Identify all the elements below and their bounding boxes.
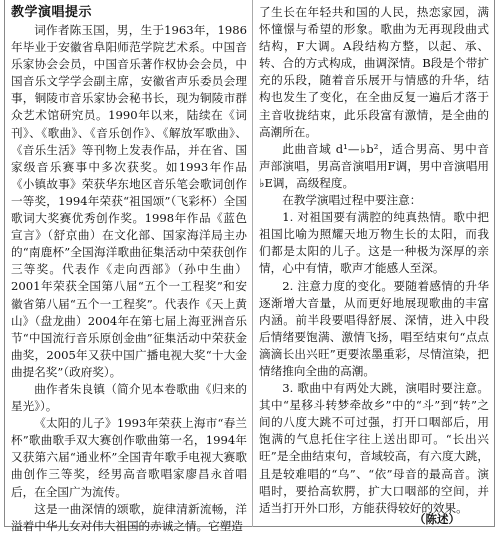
right-column [259, 4, 489, 517]
teaching-notes-intro: 在教学演唱过程中要注意： [282, 193, 422, 208]
lyricist-bio-paragraph: 词作者陈玉国，男，生于1963年，1986年毕业于安徽省阜阳师范学院艺术系。中国音乐家协会会员，中国音乐著作权协会会员，中国音乐文学学会副主席，安徽省声乐委员会理事，铜陵市音乐家协会秘书长，现为铜陵市群众艺术馆研究员。1990年以来，陆续在《词刊》、《歌曲》、《音乐创作》、《解放军歌曲》、《音乐生活》等刊物上发表作品，并在省、国家级音乐赛事中多次获奖。如1993年作品《小镇故事》荣获华东地区音乐笔会歌词创作一等奖，1994年荣获“祖国颂”（飞彩杯）全国歌词大奖赛优秀创作奖。1998年作品《蓝色宣言》（舒京曲）在文化部、国家海洋局主办的“南鹿杯”全国海洋歌曲征集活动中荣获创作三等奖。代表作《走向西部》（孙中生曲）2001年荣获全国第八届“五个一工程奖”和安徽省第八届“五个一工程奖”。代表作《天上黄山》（盘龙曲）2004年在第七届上海亚洲音乐节“中国流行音乐原创金曲”征集活动中荣获金曲奖，2005年又获中国广播电视大奖“十大金曲提名奖”（政府奖）。 [11, 23, 247, 379]
left-column [11, 4, 247, 535]
vocal-range-paragraph: 此曲音域 d¹—♭b²，适合男高、男中音声部演唱，男高音演唱用F调，男中音演唱用♭E调，高级程度。 [259, 141, 489, 190]
teaching-point-1: 1. 对祖国要有满腔的纯真热情。歌中把祖国比喻为照耀天地万物生长的太阳，而我们都是太阳的儿子。这是一种极为深厚的亲情，心中有情，歌声才能感人至深。 [259, 210, 489, 276]
song-structure-paragraph: 了生长在年轻共和国的人民，热恋家园，满怀憧憬与希望的形象。歌曲为无再现段曲式结构，F大调。A段结构方整，以起、承、转、合的方式构成，曲调深情。B段是个带扩充的乐段，随着音乐展开与情感的升华，结构也发生了变化，在全曲反复一遍后才落于主音收拢结束，此乐段富有激情，是全曲的高潮所在。 [259, 5, 489, 139]
teaching-point-2: 2. 注意力度的变化。要随着感情的升华逐渐增大音量，从而更好地展现歌曲的丰富内涵。前半段要唱得舒展、深情，进入中段后情绪要饱满、激情飞扬，唱至结束句“点点滴滴长出兴旺”更要浓墨重彩，尽情渲染，把情绪推向全曲的高潮。 [259, 278, 489, 378]
song-awards-paragraph: 《太阳的儿子》1993年荣获上海市“春兰杯”歌曲歌手双大赛创作歌曲第一名，1994年又获第六届“通业杯”全国青年歌手电视大赛歌曲创作三等奖，经男高音歌唱家廖昌永首唱后，在全国广为流传。 [11, 416, 247, 499]
section-heading: 教学演唱提示 [11, 5, 93, 20]
composer-note-paragraph: 曲作者朱良镇（简介见本卷歌曲《归来的星光》）。 [11, 381, 247, 414]
teaching-point-3: 3. 歌曲中有两处大跳，演唱时要注意。其中“星移斗转梦牵故乡”中的“斗”到“转”之间的八度大跳不可过强，打开口咽部后，用饱满的气息托住字往上送出即可。“长出兴旺”是全曲结束句，音域较高，有六度大跳，且是较难唱的“乌”、“依”母音的最高音。演唱时，要拾高软腭，扩大口咽部的空间，并适当打开外口形，方能获得较好的效果。 [259, 381, 489, 515]
author-signature: （陈述） [414, 512, 460, 526]
column-divider [252, 0, 253, 527]
song-description-paragraph: 这是一曲深情的颂歌，旋律清新流畅，洋溢着中华儿女对伟大祖国的赤诚之情。它塑造 [11, 501, 247, 533]
